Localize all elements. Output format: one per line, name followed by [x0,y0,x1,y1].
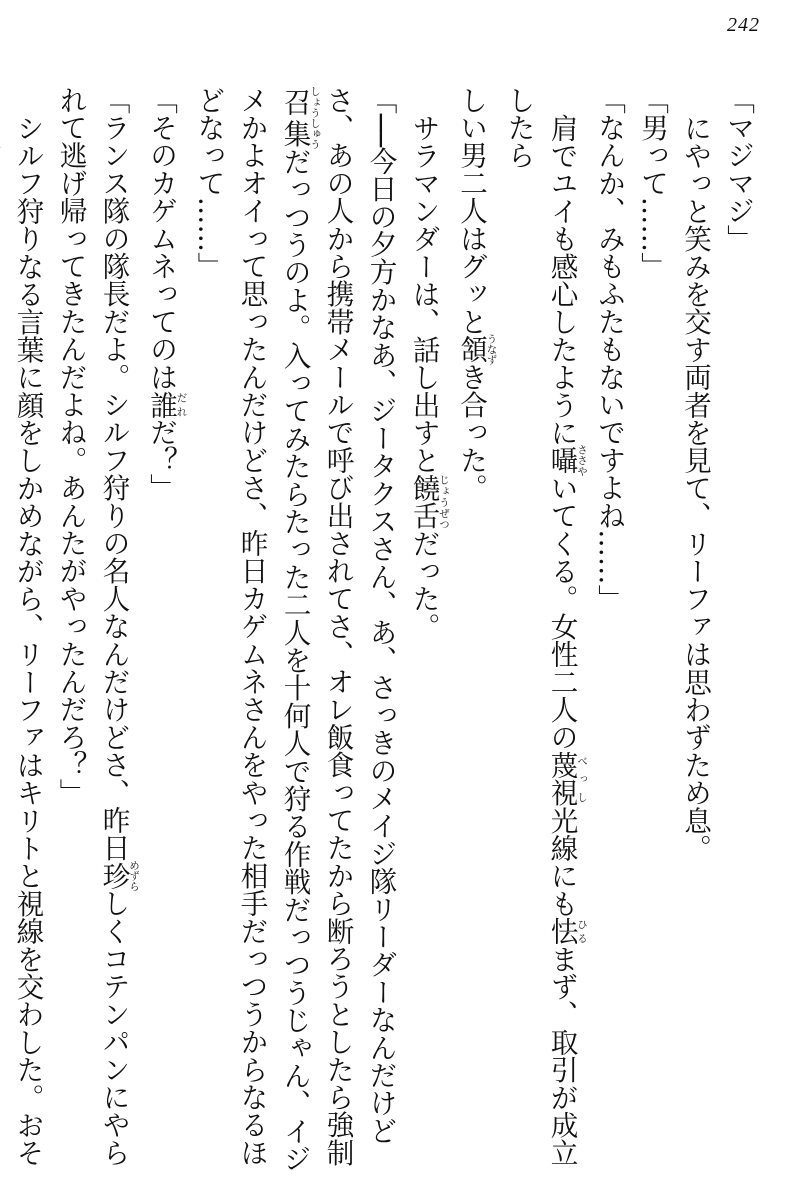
ruby-reading: ひる [576,916,588,945]
page-number: 242 [727,14,760,36]
ruby-reading: しょうしゅう [309,86,321,150]
ruby-annotation [407,473,450,530]
paragraph [450,86,498,1186]
text-segment: だ？」 [145,418,178,502]
ruby-base: 誰 [145,390,178,419]
paragraph: にやっと笑みを交す両者を見て、リーファは思わずため息。 [679,113,712,862]
text-segment: き合った。 [455,363,488,502]
paragraph: 「男って……」 [636,86,669,280]
paragraph: 「なんか、みもふたもないですよね……」 [593,86,626,613]
paragraph [188,86,403,1186]
ruby-annotation [278,86,321,150]
ruby-annotation [145,390,188,419]
ruby-reading: うなず [485,333,498,366]
ruby-annotation [545,916,588,945]
ruby-base: 饒舌 [407,473,441,530]
ruby-base: 頷 [455,333,488,366]
ruby-annotation [455,333,498,366]
text-segment: まず、取引が成立したら [502,86,579,1167]
text-segment: サラマンダーは、話し出すと [407,113,441,474]
text-segment: しい男二人はグッと [455,86,488,336]
ruby-reading: ささや [576,443,588,476]
text-segment: いてくる。女性二人の [545,473,579,751]
paragraph: 「マジマジ」 [722,86,755,253]
ruby-reading: じょうぜつ [438,473,450,530]
ruby-reading: めずら [128,859,140,892]
paragraph [140,86,188,1186]
ruby-annotation [545,443,588,476]
paragraph [403,86,451,1186]
ruby-base: 珍 [97,859,131,892]
text-segment: 肩でユイも感心したように [545,113,579,446]
text-segment: 光線にも [545,806,579,917]
paragraph [50,86,141,1186]
text-segment: しくコテンパンにやられて逃げ帰ってきたんだよね。あんたがやったんだろ？」 [54,86,131,1167]
paragraph [498,86,589,1186]
ruby-base: 蔑視 [545,750,579,807]
text-segment: 「ランス隊の隊長だよ。シルフ狩りの名人なんだけどさ、昨日 [97,86,131,862]
ruby-reading: だれ [175,390,188,419]
ruby-reading: べっし [576,750,588,807]
ruby-base: 囁 [545,443,579,476]
ruby-annotation [545,750,588,807]
ruby-base: 召集 [278,86,312,150]
ruby-base: 怯 [545,916,579,945]
vertical-text-body [11,86,760,1186]
paragraph: シルフ狩りなる言葉に顔をしかめながら、リーファはキリトと視線を交わした。おそ [11,113,45,1167]
text-segment: 「──今日の夕方かなあ、ジータクスさん、あ、さっきのメイジ隊リーダーなんだけどさ、あの人から携帯メールで呼び出されてさ、オレ飯食ってたから断ろうとしたら強制 [321,86,398,1167]
text-segment: だった。 [407,529,441,640]
text-segment: だっつうのよ。入ってみたらたった二人を十何人で狩る作戦だっつうじゃん、イジメかよオイって思ったんだけどさ、昨日カゲムネさんをやった相手だっつうからなるほどなって……」 [192,86,312,1173]
ruby-annotation [97,859,140,892]
text-segment: 「そのカゲムネってのは [145,86,178,391]
